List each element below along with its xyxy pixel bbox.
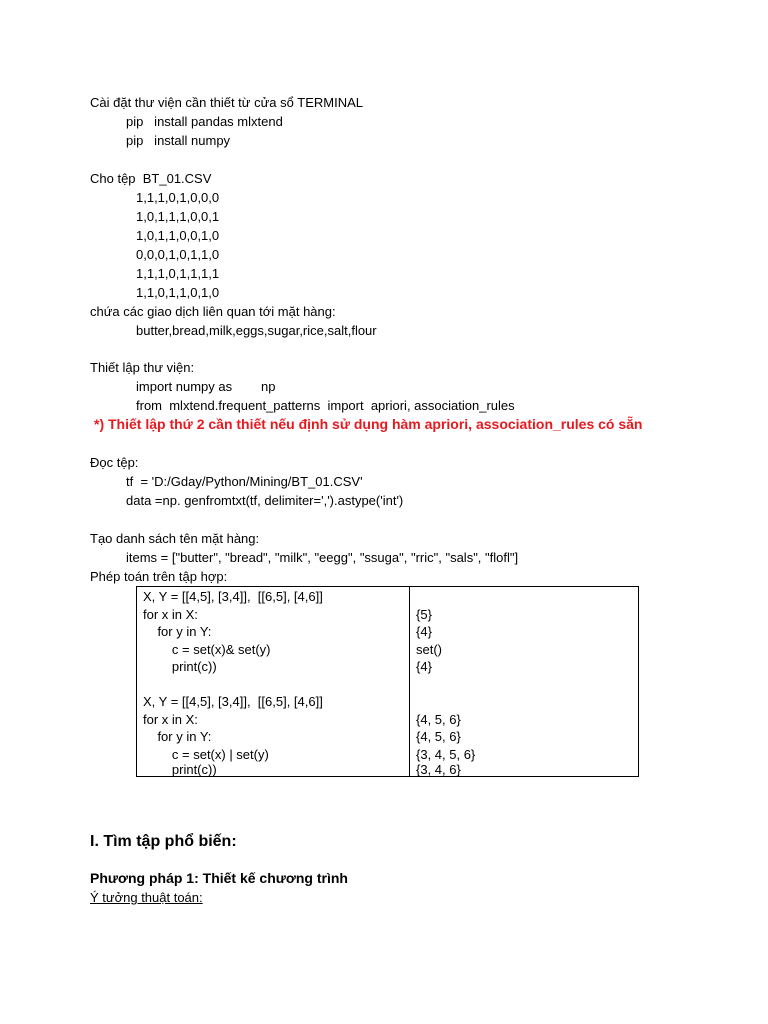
item-list: butter,bread,milk,eggs,sugar,rice,salt,flour xyxy=(136,323,377,338)
output-line: set() xyxy=(416,641,442,657)
install-line-1: pip install pandas mlxtend xyxy=(126,114,283,129)
setops-heading: Phép toán trên tập hợp: xyxy=(90,569,228,584)
code-line: X, Y = [[4,5], [3,4]], [[6,5], [4,6]] xyxy=(143,694,323,709)
method-heading: Phương pháp 1: Thiết kế chương trình xyxy=(90,870,348,886)
table-divider xyxy=(409,587,410,776)
setup-note: *) Thiết lập thứ 2 cần thiết nếu định sử dụng hàm apriori, association_rules có sẵn xyxy=(94,416,643,432)
read-genfromtxt-line: data =np. genfromtxt(tf, delimiter=',').astype('int') xyxy=(126,493,404,508)
output-line: {5} xyxy=(416,606,432,622)
code-line: for x in X: xyxy=(143,606,198,622)
output-line: {4, 5, 6} xyxy=(416,729,461,744)
names-heading: Tạo danh sách tên mặt hàng: xyxy=(90,531,260,546)
file-description: chứa các giao dịch liên quan tới mặt hàng: xyxy=(90,304,336,319)
code-line: for x in X: xyxy=(143,711,198,727)
setup-import-numpy: import numpy as np xyxy=(136,379,276,394)
names-items-line: items = ["butter", "bread", "milk", "eegg", "ssuga", "rric", "sals", "flofl"] xyxy=(126,550,519,565)
csv-row: 0,0,0,1,0,1,1,0 xyxy=(136,247,220,262)
code-line: for y in Y: xyxy=(143,729,212,744)
csv-row: 1,0,1,1,0,0,1,0 xyxy=(136,228,220,243)
file-heading: Cho tệp BT_01.CSV xyxy=(90,171,212,186)
code-line: print(c)) xyxy=(143,659,217,674)
idea-heading: Ý tưởng thuật toán: xyxy=(90,890,203,905)
output-line: {4, 5, 6} xyxy=(416,711,461,727)
csv-row: 1,1,1,0,1,0,0,0 xyxy=(136,190,220,205)
code-line: c = set(x) | set(y) xyxy=(143,746,269,762)
setup-import-mlxtend: from mlxtend.frequent_patterns import apriori, association_rules xyxy=(136,398,515,413)
setup-heading: Thiết lập thư viện: xyxy=(90,360,195,375)
install-heading: Cài đặt thư viện cần thiết từ cửa sổ TERMINAL xyxy=(90,95,363,110)
install-line-2: pip install numpy xyxy=(126,133,231,148)
output-line: {3, 4, 5, 6} xyxy=(416,746,476,762)
read-path-line: tf = 'D:/Gday/Python/Mining/BT_01.CSV' xyxy=(126,474,363,489)
read-heading: Đọc tệp: xyxy=(90,455,139,470)
section-title: I. Tìm tập phổ biến: xyxy=(90,833,237,850)
csv-row: 1,1,0,1,1,0,1,0 xyxy=(136,285,220,300)
code-line: c = set(x)& set(y) xyxy=(143,641,271,657)
output-line: {3, 4, 6} xyxy=(416,762,461,777)
csv-row: 1,1,1,0,1,1,1,1 xyxy=(136,266,220,281)
code-line: X, Y = [[4,5], [3,4]], [[6,5], [4,6]] xyxy=(143,589,323,604)
output-line: {4} xyxy=(416,624,432,639)
set-operations-table xyxy=(136,586,639,777)
code-line: print(c)) xyxy=(143,762,217,777)
csv-row: 1,0,1,1,1,0,0,1 xyxy=(136,209,220,224)
output-line: {4} xyxy=(416,659,432,674)
code-line: for y in Y: xyxy=(143,624,212,639)
